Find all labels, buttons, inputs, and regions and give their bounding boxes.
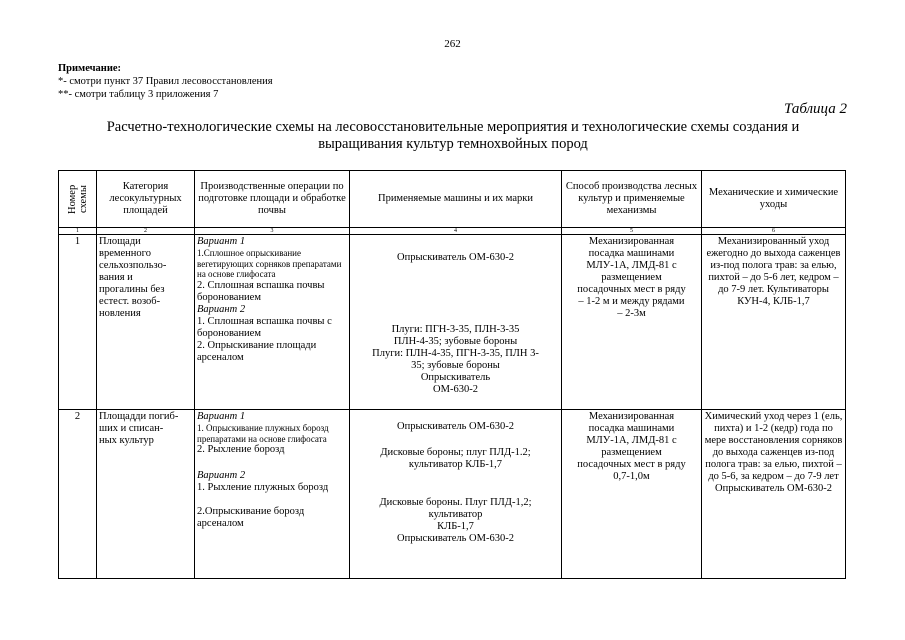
header-method: Способ производства лесных культур и применяемые механизмы	[562, 171, 702, 228]
variant-label: Вариант 2	[197, 470, 246, 481]
variant-label: Вариант 1	[197, 411, 246, 422]
machines-cell: Опрыскиватель ОМ-630-2 Плуги: ПГН-3-35, ПЛН-3-35 ПЛН-4-35; зубовые бороны Плуги: ПЛН-4-35, ПГН-3-35, ПЛН 3- 35; зубовые бороны Опрыскиватель ОМ-630-2	[350, 235, 562, 410]
operations-cell: Вариант 1 1. Опрыскивание плужных борозд препаратами на основе глифосата 2. Рыхление борозд Вариант 2 1. Рыхление плужных борозд 2.Опрыскивание борозд арсеналом	[195, 410, 350, 579]
care-cell: Механизированный уход ежегодно до выхода саженцев из-под полога трав: за елью, пихтой – до 5-6 лет, кедром – до 7-9 лет. Культиваторы КУН-4, КЛБ-1,7	[702, 235, 846, 410]
page-number: 262	[444, 38, 461, 50]
col-num-3: 3	[195, 228, 350, 235]
col-num-6: 6	[702, 228, 846, 235]
care-cell: Химический уход через 1 (ель, пихта) и 1-2 (кедр) года по мере восстановления сорняков до выхода саженцев из-под полога трав: за елью, пихтой – до 5-6, за кедром – до 7-9 лет Опрыскиватель ОМ-630-2	[702, 410, 846, 579]
table-label: Таблица 2	[784, 101, 847, 117]
table-title	[60, 119, 846, 153]
variant-label: Вариант 1	[197, 236, 246, 247]
table-title-line-1: Расчетно-технологические схемы на лесовосстановительные мероприятия и технологические схемы создания и	[106, 119, 800, 135]
category-cell: Площади временного сельхозпользо- вания и прогалины без естест. возоб- новления	[97, 235, 195, 410]
note-line-1: *- смотри пункт 37 Правил лесовосстановления	[58, 76, 273, 87]
col-num-1: 1	[59, 228, 97, 235]
header-scheme-number: Номер схемы	[59, 171, 97, 228]
table-row	[59, 235, 846, 410]
header-row	[59, 171, 846, 228]
scheme-number: 2	[59, 410, 97, 579]
operations-cell: Вариант 1 1.Сплошное опрыскивание вегетирующих сорняков препаратами на основе глифосата 2. Сплошная вспашка почвы боронованием Вариант 2 1. Сплошная вспашка почвы с боронованием 2. Опрыскивание площади арсеналом	[195, 235, 350, 410]
table-title-line-2: выращивания культур темнохвойных пород	[318, 136, 588, 152]
method-cell: Механизированная посадка машинами МЛУ-1А, ЛМД-81 с размещением посадочных мест в ряду 0,7-1,0м	[562, 410, 702, 579]
note-block	[58, 62, 273, 101]
header-machines: Применяемые машины и их марки	[350, 171, 562, 228]
table-row	[59, 410, 846, 579]
note-heading: Примечание:	[58, 63, 122, 74]
col-num-2: 2	[97, 228, 195, 235]
header-operations: Производственные операции по подготовке площади и обработке почвы	[195, 171, 350, 228]
category-cell: Площадди погиб- ших и списан- ных культур	[97, 410, 195, 579]
col-num-5: 5	[562, 228, 702, 235]
header-category: Категория лесокультурных площадей	[97, 171, 195, 228]
scheme-number: 1	[59, 235, 97, 410]
col-num-4: 4	[350, 228, 562, 235]
column-number-row	[59, 228, 846, 235]
method-cell: Механизированная посадка машинами МЛУ-1А, ЛМД-81 с размещением посадочных мест в ряду – 1-2 м и между рядами – 2-3м	[562, 235, 702, 410]
machines-cell: Опрыскиватель ОМ-630-2 Дисковые бороны; плуг ПЛД-1.2; культиватор КЛБ-1,7 Дисковые бороны. Плуг ПЛД-1,2; культиватор КЛБ-1,7 Опрыскиватель ОМ-630-2	[350, 410, 562, 579]
header-care: Механические и химические уходы	[702, 171, 846, 228]
schemes-table	[58, 170, 846, 579]
note-line-2: **- смотри таблицу 3 приложения 7	[58, 89, 219, 100]
variant-label: Вариант 2	[197, 303, 246, 315]
